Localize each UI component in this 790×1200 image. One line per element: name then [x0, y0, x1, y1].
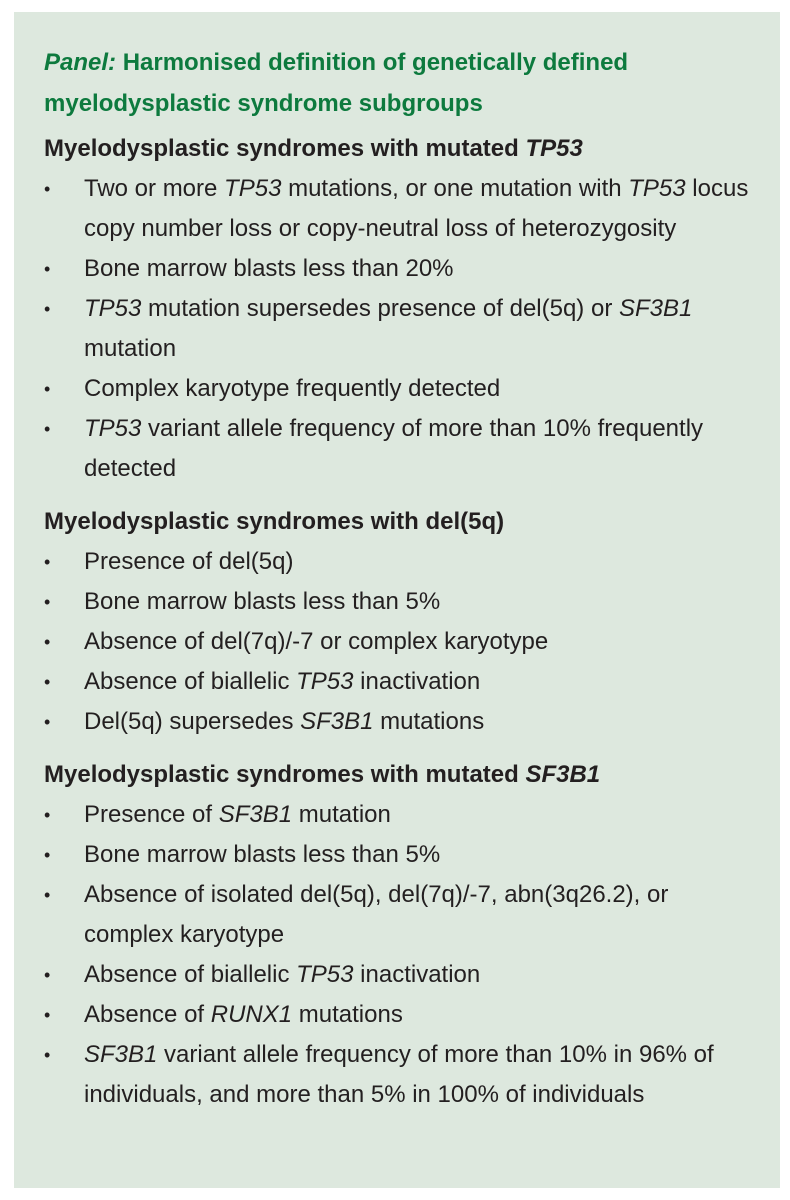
item-text: mutation supersedes presence of del(5q) or: [141, 295, 619, 322]
panel-box: [14, 12, 780, 1188]
item-text: mutation: [292, 801, 391, 828]
section-del5q: [44, 502, 752, 742]
list-item: [44, 662, 752, 702]
item-text: Two or more: [84, 175, 225, 202]
item-text: mutations, or one mutation with: [281, 175, 629, 202]
item-text: mutations: [373, 708, 485, 735]
item-text: Absence of del(7q)/-7 or complex karyotype: [84, 628, 549, 655]
item-text: Bone marrow blasts less than 5%: [84, 841, 441, 868]
gene-name: SF3B1: [218, 801, 293, 828]
section-mutated-sf3b1: [44, 755, 752, 1115]
item-text: Absence of biallelic: [84, 668, 297, 695]
item-text: Bone marrow blasts less than 5%: [84, 588, 441, 615]
criteria-list: [44, 795, 752, 1115]
item-text: Absence of biallelic: [84, 961, 297, 988]
list-item: [44, 289, 752, 369]
list-item: [44, 835, 752, 875]
list-item: [44, 702, 752, 742]
list-item: [44, 169, 752, 249]
panel-title-lead: Panel:: [44, 49, 117, 76]
item-text: Absence of isolated del(5q), del(7q)/-7, abn(3q26.2), or complex karyotype: [84, 881, 669, 948]
item-text: variant allele frequency of more than 10% frequently detected: [84, 415, 704, 482]
section-heading: [44, 502, 752, 542]
heading-gene: SF3B1: [525, 761, 601, 788]
list-item: [44, 249, 752, 289]
panel-title-text: Harmonised definition of genetically defined myelodysplastic syndrome subgroups: [44, 49, 629, 117]
gene-name: TP53: [296, 668, 354, 695]
heading-text: Myelodysplastic syndromes with del(5q): [44, 508, 505, 535]
list-item: [44, 622, 752, 662]
heading-gene: TP53: [525, 135, 583, 162]
list-item: [44, 409, 752, 489]
item-text: Del(5q) supersedes: [84, 708, 301, 735]
gene-name: TP53: [224, 175, 282, 202]
item-text: Absence of: [84, 1001, 211, 1028]
item-text: inactivation: [353, 668, 481, 695]
list-item: [44, 875, 752, 955]
gene-name: SF3B1: [618, 295, 693, 322]
item-text: inactivation: [353, 961, 481, 988]
item-text: mutation: [84, 335, 177, 362]
gene-name: RUNX1: [210, 1001, 293, 1028]
heading-text: Myelodysplastic syndromes with mutated: [44, 135, 526, 162]
list-item: [44, 369, 752, 409]
item-text: Presence of: [84, 801, 219, 828]
heading-text: Myelodysplastic syndromes with mutated: [44, 761, 526, 788]
gene-name: SF3B1: [84, 1041, 158, 1068]
list-item: [44, 542, 752, 582]
item-text: mutations: [292, 1001, 403, 1028]
gene-name: SF3B1: [300, 708, 374, 735]
gene-name: TP53: [84, 415, 142, 442]
section-heading: [44, 755, 752, 795]
item-text: locus copy number loss or copy-neutral loss of heterozygosity: [84, 175, 749, 242]
criteria-list: [44, 169, 752, 489]
item-text: Bone marrow blasts less than 20%: [84, 255, 454, 282]
gene-name: TP53: [84, 295, 142, 322]
list-item: [44, 955, 752, 995]
item-text: Presence of del(5q): [84, 548, 294, 575]
section-heading: [44, 129, 752, 169]
list-item: [44, 995, 752, 1035]
section-mutated-tp53: [44, 129, 752, 489]
panel-title: [44, 42, 752, 124]
gene-name: TP53: [628, 175, 686, 202]
criteria-list: [44, 542, 752, 742]
list-item: [44, 582, 752, 622]
gene-name: TP53: [296, 961, 354, 988]
list-item: [44, 1035, 752, 1115]
item-text: variant allele frequency of more than 10% in 96% of individuals, and more than 5% in 100% of individuals: [84, 1041, 714, 1108]
list-item: [44, 795, 752, 835]
item-text: Complex karyotype frequently detected: [84, 375, 501, 402]
